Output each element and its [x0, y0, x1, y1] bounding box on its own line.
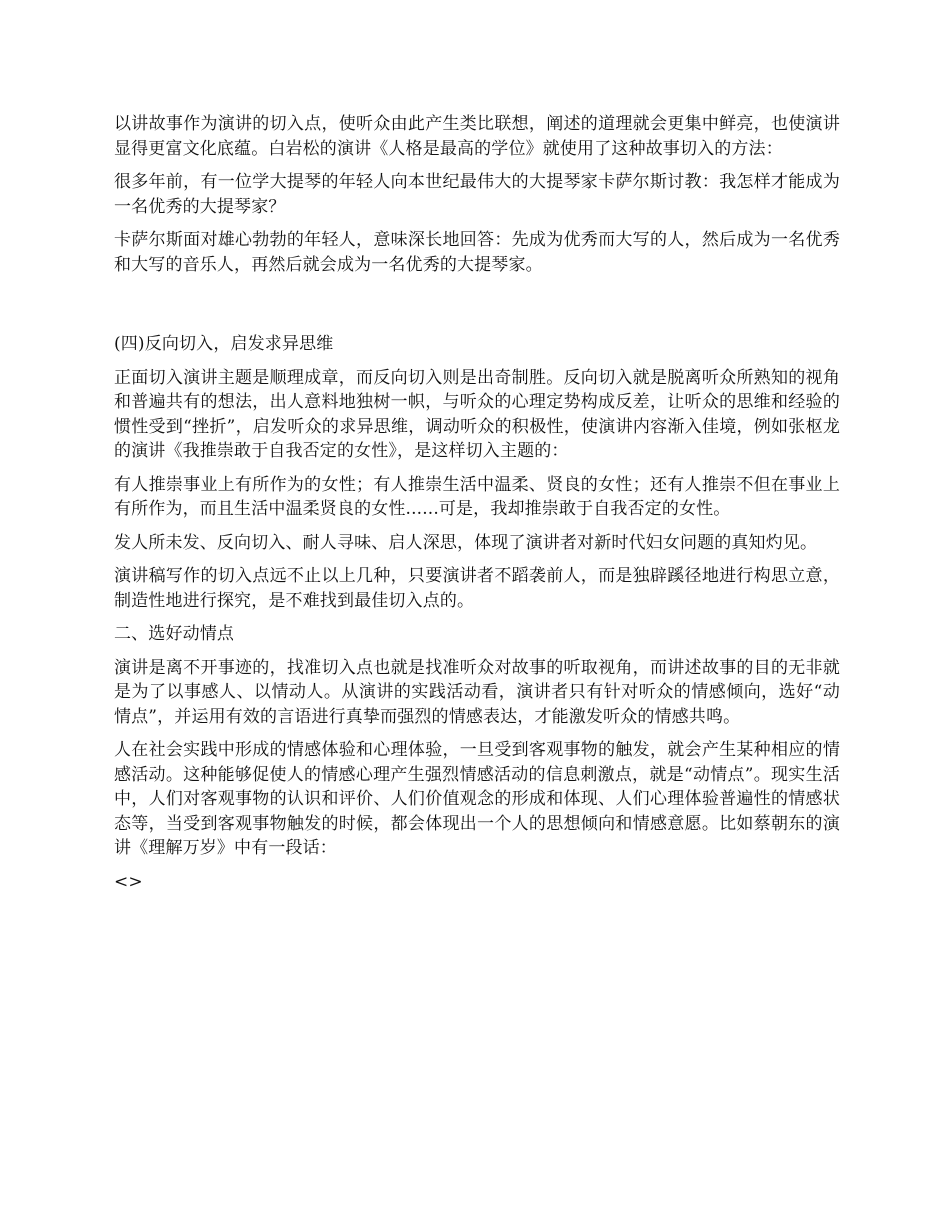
paragraph-emotion-definition: 人在社会实践中形成的情感体验和心理体验，一旦受到客观事物的触发，就会产生某种相应的情感活动。这种能够促使人的情感心理产生强烈情感活动的信息刺激点，就是“动情点”。现实生活中，人们对客观事物的认识和评价、人们价值观念的形成和体现、人们心理体验普遍性的情感状态等，当受到客观事物触发的时候，都会体现出一个人的思想倾向和情感意愿。比如蔡朝东的演讲《理解万岁》中有一段话： — [114, 740, 840, 858]
paragraph-women-quote: 有人推崇事业上有所作为的女性；有人推崇生活中温柔、贤良的女性；还有人推崇不但在事业上有所作为，而且生活中温柔贤良的女性......可是，我却推崇敢于自我否定的女性。 — [114, 474, 840, 519]
section-heading-emotion-point: 二、选好动情点 — [114, 624, 235, 644]
paragraph-placeholder: <> — [114, 871, 143, 892]
document-body — [114, 112, 840, 894]
paragraph-reverse-entry: 正面切入演讲主题是顺理成章，而反向切入则是出奇制胜。反向切入就是脱离听众所熟知的视角和普遍共有的想法，出人意料地独树一帜，与听众的心理定势构成反差，让听众的思维和经验的惯性受到“挫折”，启发听众的求异思维，调动听众的积极性，使演讲内容渐入佳境，例如张枢龙的演讲《我推崇敢于自我否定的女性》，是这样切入主题的： — [114, 367, 840, 461]
paragraph-summary: 演讲稿写作的切入点远不止以上几种，只要演讲者不蹈袭前人，而是独辟蹊径地进行构思立意，制造性地进行探究，是不难找到最佳切入点的。 — [114, 566, 840, 611]
section-heading-reverse-entry: (四)反向切入，启发求异思维 — [114, 334, 334, 354]
paragraph-cello-question: 很多年前，有一位学大提琴的年轻人向本世纪最伟大的大提琴家卡萨尔斯讨教：我怎样才能成为一名优秀的大提琴家？ — [114, 172, 840, 217]
paragraph-emotion-intro: 演讲是离不开事迹的，找准切入点也就是找准听众对故事的听取视角，而讲述故事的目的无非就是为了以事感人、以情动人。从演讲的实践活动看，演讲者只有针对听众的情感倾向，选好“动情点”，并运用有效的言语进行真挚而强烈的情感表达，才能激发听众的情感共鸣。 — [114, 657, 840, 727]
paragraph-commentary: 发人所未发、反向切入、耐人寻味、启人深思，体现了演讲者对新时代妇女问题的真知灼见。 — [114, 532, 818, 553]
paragraph-story-entry: 以讲故事作为演讲的切入点，使听众由此产生类比联想，阐述的道理就会更集中鲜亮，也使演讲显得更富文化底蕴。白岩松的演讲《人格是最高的学位》就使用了这种故事切入的方法： — [114, 114, 840, 159]
paragraph-casals-answer: 卡萨尔斯面对雄心勃勃的年轻人，意味深长地回答：先成为优秀而大写的人，然后成为一名优秀和大写的音乐人，再然后就会成为一名优秀的大提琴家。 — [114, 230, 840, 275]
